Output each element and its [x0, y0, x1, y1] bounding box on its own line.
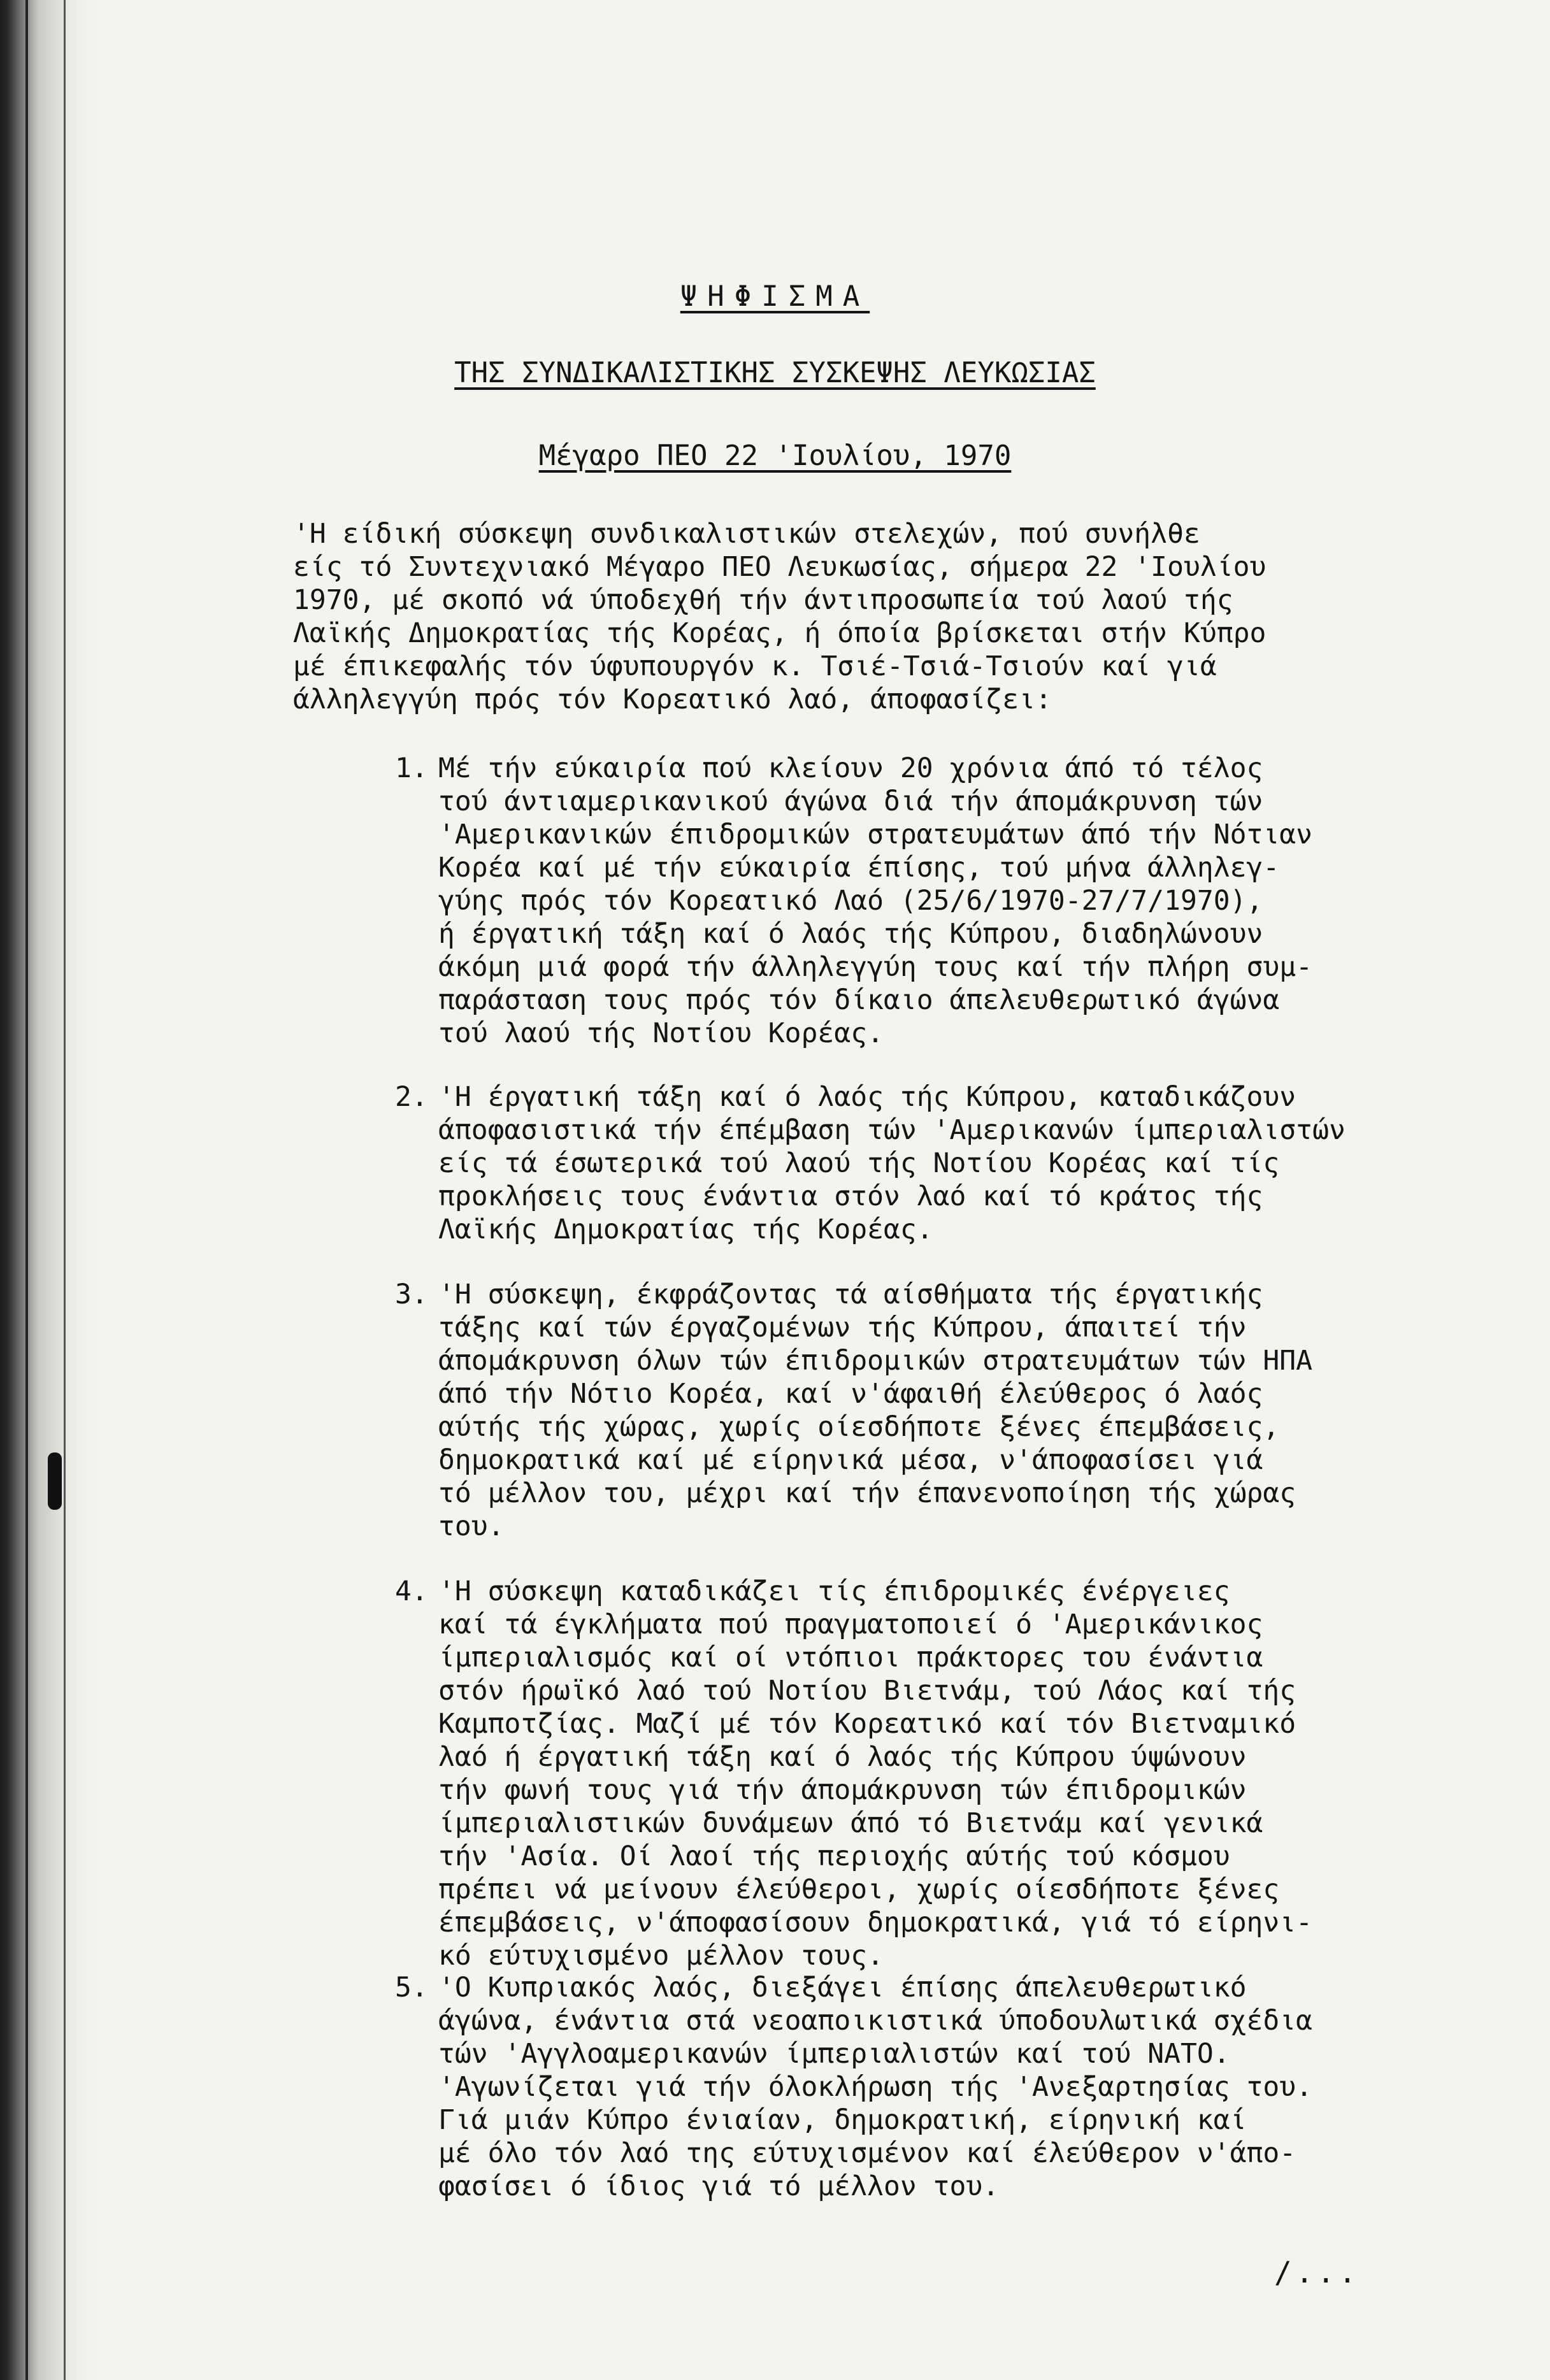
item-number: 2. [395, 1081, 428, 1113]
document-intro: 'Η είδική σύσκεψη συνδικαλιστικών στελεχών, πού συνήλθε είς τό Συντεχνιακό Μέγαρο ΠΕΟ Λευκωσίας, σήμερα 22 'Ιουλίου 1970, μέ σκοπό νά ύποδεχθή τήν άντιπροσωπεία τού λαού τής Λαϊκής Δημοκρατίας τής Κορέας, ή όποία βρίσκεται στήν Κύπρο μέ έπικεφαλής τόν ύφυπουργόν κ. Τσιέ-Τσιά-Τσιούν καί γιά άλληλεγγύη πρός τόν Κορεατικό λαό, άποφασίζει: [293, 518, 1267, 715]
document-title: ΨΗΦΙΣΜΑ [680, 280, 870, 313]
continuation-mark: /... [1274, 2255, 1360, 2290]
document-subtitle: ΤΗΣ ΣΥΝΔΙΚΑΛΙΣΤΙΚΗΣ ΣΥΣΚΕΨΗΣ ΛΕΥΚΩΣΙΑΣ [454, 357, 1096, 389]
item-number: 5. [395, 1972, 428, 2004]
item-text: 'Η σύσκεψη καταδικάζει τίς έπιδρομικές ένέργειες καί τά έγκλήματα πού πραγματοποιεί ό 'Αμερικάνικος ίμπεριαλισμός καί οί ντόπιοι πράκτορες του ένάντια στόν ήρωϊκό λαό τού Νοτίου Βιετνάμ, τού Λάος καί τής Καμποτζίας. Μαζί μέ τόν Κορεατικό καί τόν Βιετναμικό λαό ή έργατική τάξη καί ό λαός τής Κύπρου ύψώνουν τήν φωνή τους γιά τήν άπομάκρυνση τών έπιδρομικών ίμπεριαλιστικών δυνάμεων άπό τό Βιετνάμ καί γενικά τήν 'Ασία. Οί λαοί τής περιοχής αύτής τού κόσμου πρέπει νά μείνουν έλεύθεροι, χωρίς οίεσδήποτε ξένες έπεμβάσεις, ν'άποφασίσουν δημοκρατικά, γιά τό είρηνι- κό εύτυχισμένο μέλλον τους. [438, 1575, 1313, 1972]
item-text: Μέ τήν εύκαιρία πού κλείουν 20 χρόνια άπό τό τέλος τού άντιαμερικανικού άγώνα διά τήν άπομάκρυνση τών 'Αμερικανικών έπιδρομικών στρατευμάτων άπό τήν Νότιαν Κορέα καί μέ τήν εύκαιρία έπίσης, τού μήνα άλληλεγ- γύης πρός τόν Κορεατικό Λαό (25/6/1970-27/7/1970), ή έργατική τάξη καί ό λαός τής Κύπρου, διαδηλώνουν άκόμη μιά φορά τήν άλληλεγγύη τους καί τήν πλήρη συμ- παράσταση τους πρός τόν δίκαιο άπελευθερωτικό άγώνα τού λαού τής Νοτίου Κορέας. [438, 752, 1313, 1049]
item-text: 'Η σύσκεψη, έκφράζοντας τά αίσθήματα τής έργατικής τάξης καί τών έργαζομένων τής Κύπρου, άπαιτεί τήν άπομάκρυνση όλων τών έπιδρομικών στρατευμάτων τών ΗΠΑ άπό τήν Νότιο Κορέα, καί ν'άφαιθή έλεύθερος ό λαός αύτής τής χώρας, χωρίς οίεσδήποτε ξένες έπεμβάσεις, δημοκρατικά καί μέ είρηνικά μέσα, ν'άποφασίσει γιά τό μέλλον του, μέχρι καί τήν έπανενοποίηση τής χώρας του. [438, 1279, 1313, 1542]
item-number: 4. [395, 1575, 428, 1607]
item-number: 3. [395, 1279, 428, 1310]
item-text: 'Ο Κυπριακός λαός, διεξάγει έπίσης άπελευθερωτικό άγώνα, ένάντια στά νεοαποικιστικά ύποδουλωτικά σχέδια τών 'Αγγλοαμερικανών ίμπεριαλιστών καί τού ΝΑΤΟ. 'Αγωνίζεται γιά τήν όλοκλήρωση τής 'Ανεξαρτησίας του. Γιά μιάν Κύπρο ένιαίαν, δημοκρατική, είρηνική καί μέ όλο τόν λαό της εύτυχισμένον καί έλεύθερον ν'άπο- φασίσει ό ίδιος γιά τό μέλλον του. [438, 1972, 1313, 2202]
item-text: 'Η έργατική τάξη καί ό λαός τής Κύπρου, καταδικάζουν άποφασιστικά τήν έπέμβαση τών 'Αμερικανών ίμπεριαλιστών είς τά έσωτερικά τού λαού τής Νοτίου Κορέας καί τίς προκλήσεις τους ένάντια στόν λαό καί τό κράτος τής Λαϊκής Δημοκρατίας τής Κορέας. [438, 1081, 1345, 1245]
document-place-date: Μέγαρο ΠΕΟ 22 'Ιουλίου, 1970 [538, 440, 1012, 472]
item-number: 1. [395, 752, 428, 784]
